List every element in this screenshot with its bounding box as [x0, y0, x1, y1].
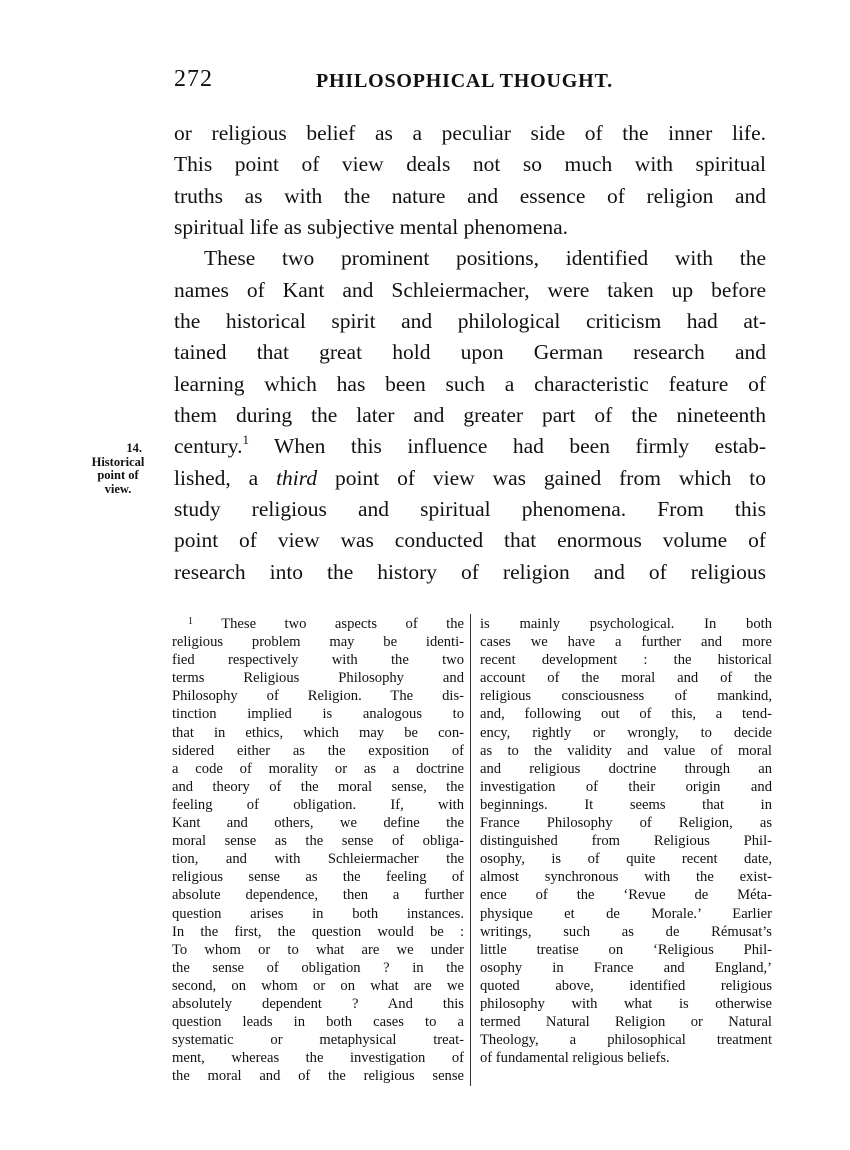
footnote-line: recent development : the historical — [480, 652, 772, 669]
footnote-line: religious problem may be identi- — [172, 634, 464, 651]
marginal-note-line: point of — [97, 468, 139, 482]
footnote-line: ment, whereas the investigation of — [172, 1050, 464, 1067]
footnote-line: and, following out of this, a tend- — [480, 706, 772, 723]
text-line — [174, 463, 766, 494]
footnote-line: Kant and others, we define the — [172, 815, 464, 832]
footnote-line: beginnings. It seems that in — [480, 796, 772, 813]
footnote-line: writings, such as de Rémusat’s — [480, 923, 772, 940]
running-head: PHILOSOPHICAL THOUGHT. — [316, 70, 613, 92]
footnote-reference[interactable]: 1 — [242, 432, 249, 448]
footnote-line: and theory of the moral sense, the — [172, 778, 464, 795]
page-number: 272 — [174, 66, 213, 92]
marginal-note-line: Historical — [91, 454, 145, 469]
footnote-line: In the first, the question would be : — [172, 923, 464, 940]
main-text — [174, 118, 766, 588]
text-fragment: century. — [174, 434, 243, 459]
text-line: point of view was conducted that enormous volume of — [174, 528, 766, 553]
footnote-line: France Philosophy of Religion, as — [480, 815, 772, 832]
footnote-line: physique et de Morale.’ Earlier — [480, 905, 772, 922]
footnote-line: and religious doctrine through an — [480, 760, 772, 777]
footnote-line: osophy, is of quite recent date, — [480, 851, 772, 868]
marginal-note-number: 14. — [126, 441, 142, 455]
footnote-line — [172, 615, 464, 633]
footnote-line: little treatise on ‘Religious Phil- — [480, 941, 772, 958]
footnote-line: termed Natural Religion or Natural — [480, 1014, 772, 1031]
footnote-line: feeling of obligation. If, with — [172, 796, 464, 813]
footnote-line: To whom or to what are we under — [172, 941, 464, 958]
footnote-line: absolute dependence, then a further — [172, 887, 464, 904]
footnote-line: is mainly psychological. In both — [480, 616, 772, 632]
footnote-line: the moral and of the religious sense — [172, 1068, 464, 1085]
footnote-line: question leads in both cases to a — [172, 1014, 464, 1031]
footnote-line: religious sense as the feeling of — [172, 869, 464, 886]
footnote-line: sidered either as the exposition of — [172, 742, 464, 759]
footnote-right-column — [480, 615, 772, 1067]
footnote-line: osophy in France and England,’ — [480, 959, 772, 976]
footnote-line: distinguished from Religious Phil- — [480, 833, 772, 850]
footnote-line: question arises in both instances. — [172, 905, 464, 922]
footnote-line: cases we have a further and more — [480, 634, 772, 651]
footnote-line: ency, rightly or wrongly, to decide — [480, 724, 772, 741]
footnote-line: account of the moral and of the — [480, 670, 772, 687]
footnote-line: that in ethics, which may be con- — [172, 724, 464, 741]
footnote-line: terms Religious Philosophy and — [172, 670, 464, 687]
footnote-line: the sense of obligation ? in the — [172, 959, 464, 976]
footnote-line: of fundamental religious beliefs. — [480, 1050, 670, 1067]
footnote-line: absolutely dependent ? And this — [172, 995, 464, 1012]
footnote-line: philosophy with what is otherwise — [480, 995, 772, 1012]
text-fragment: lished, a — [174, 465, 277, 490]
footnote-line: ence of the ‘Revue de Méta- — [480, 887, 772, 904]
text-line: names of Kant and Schleiermacher, were taken up before — [174, 277, 766, 302]
text-line: or religious belief as a peculiar side of the inner life. — [174, 121, 766, 145]
footnote-left-column — [172, 615, 464, 1085]
text-line — [174, 431, 766, 462]
footnote-line: systematic or metaphysical treat- — [172, 1032, 464, 1049]
footnote-line: fied respectively with the two — [172, 652, 464, 669]
text-fragment: When this influence had been firmly estab- — [274, 434, 766, 459]
footnote-line: as to the validity and value of moral — [480, 742, 772, 759]
text-line: study religious and spiritual phenomena. From this — [174, 497, 766, 522]
footnote-line: tinction implied is analogous to — [172, 706, 464, 723]
footnote-line: moral sense as the sense of obliga- — [172, 833, 464, 850]
text-line: the historical spirit and philological criticism had at- — [174, 309, 766, 334]
text-line: research into the history of religion and of religious — [174, 559, 766, 584]
marginal-note — [78, 442, 158, 496]
footnote-line: quoted above, identified religious — [480, 977, 772, 994]
italic-word: third — [276, 465, 318, 490]
text-line: These two prominent positions, identified with the — [204, 246, 766, 271]
text-line: This point of view deals not so much with spiritual — [174, 152, 766, 177]
text-fragment: These two aspects of the — [221, 616, 464, 632]
footnote-line: Philosophy of Religion. The dis- — [172, 688, 464, 705]
footnote-marker: 1 — [188, 616, 193, 627]
footnote-line: Theology, a philosophical treatment — [480, 1032, 772, 1049]
text-line: spiritual life as subjective mental phenomena. — [174, 215, 569, 240]
footnote-line: almost synchronous with the exist- — [480, 869, 772, 886]
marginal-note-line: view. — [104, 481, 132, 496]
text-line: learning which has been such a characteristic feature of — [174, 371, 766, 396]
footnote-line: religious consciousness of mankind, — [480, 688, 772, 705]
text-line: tained that great hold upon German research and — [174, 340, 766, 365]
text-line: truths as with the nature and essence of religion and — [174, 183, 766, 208]
footnote-line: investigation of their origin and — [480, 778, 772, 795]
footnote-column-divider — [470, 614, 471, 1086]
footnote-line: a code of morality or as a doctrine — [172, 760, 464, 777]
footnote-line: tion, and with Schleiermacher the — [172, 851, 464, 868]
footnote-line: second, on whom or on what are we — [172, 977, 464, 994]
text-line: them during the later and greater part of the nineteenth — [174, 403, 766, 428]
text-fragment: point of view was gained from which to — [317, 465, 766, 490]
